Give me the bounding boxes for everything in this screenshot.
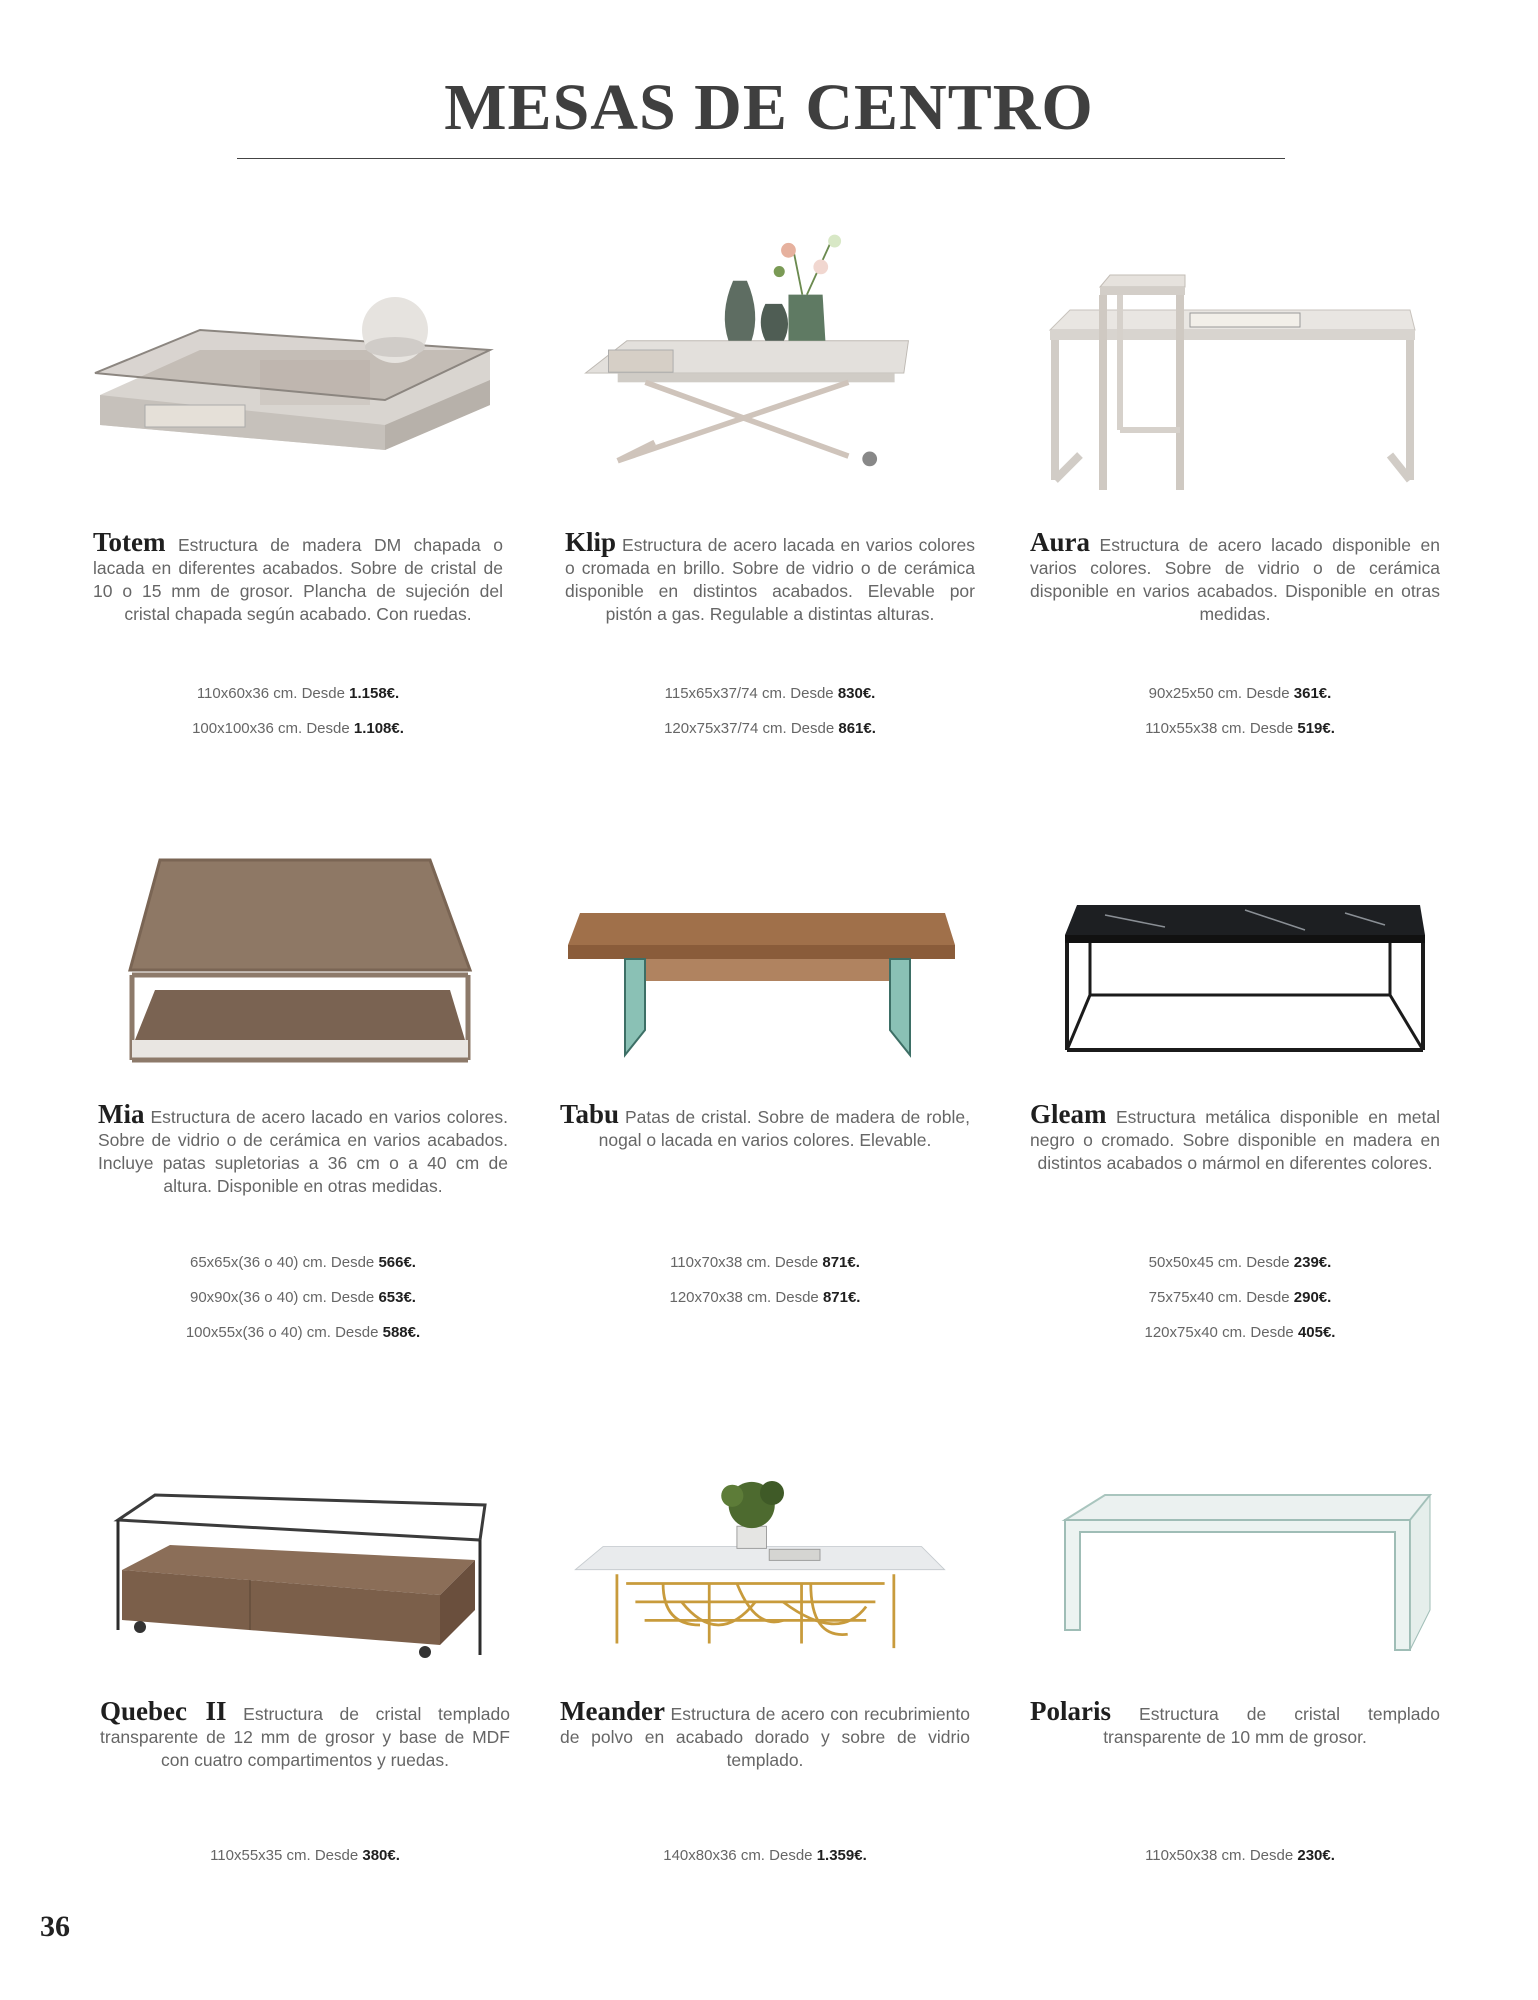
- size-dimensions: 75x75x40 cm. Desde: [1148, 1289, 1290, 1306]
- size-dimensions: 110x70x38 cm. Desde: [670, 1254, 819, 1271]
- size-line: [1035, 1280, 1445, 1315]
- size-line: [100, 1838, 510, 1873]
- size-line: [93, 711, 503, 746]
- size-line: [1035, 1315, 1445, 1350]
- size-line: [565, 676, 975, 711]
- size-dimensions: 115x65x37/74 cm. Desde: [664, 685, 834, 702]
- size-price: 1.158€.: [349, 685, 400, 702]
- klip-sizes: [565, 676, 975, 746]
- size-line: [93, 676, 503, 711]
- size-line: [1035, 1245, 1445, 1280]
- tabu-description: [560, 1099, 970, 1152]
- polaris-image: [1045, 1480, 1455, 1720]
- totem-sizes: [93, 676, 503, 746]
- product-name: Quebec II: [100, 1696, 227, 1726]
- size-price: 380€.: [362, 1847, 400, 1864]
- meander-sizes: [560, 1838, 970, 1873]
- klip-description: [565, 527, 975, 626]
- product-name: Mia: [98, 1099, 145, 1129]
- product-name: Meander: [560, 1696, 665, 1726]
- size-price: 1.108€.: [353, 720, 404, 737]
- size-line: [565, 711, 975, 746]
- size-dimensions: 110x55x38 cm. Desde: [1145, 720, 1294, 737]
- size-price: 566€.: [378, 1254, 416, 1271]
- quebec-image: [100, 1480, 510, 1720]
- product-text: Estructura de acero con recubrimiento de polvo en acabado dorado y sobre de vidrio templado.: [560, 1704, 970, 1770]
- product-text: Estructura de acero lacado en varios colores. Sobre de vidrio o de cerámica en varios acabados. Incluye patas supletorias a 36 cm o a 40 cm de altura. Disponible en otras medidas.: [98, 1107, 508, 1196]
- product-text: Estructura de cristal templado transparente de 10 mm de grosor.: [1103, 1704, 1440, 1747]
- size-dimensions: 50x50x45 cm. Desde: [1148, 1254, 1290, 1271]
- product-text: Estructura de acero lacado disponible en varios colores. Sobre de vidrio o de cerámica disponible en varios acabados. Disponible en otras medidas.: [1030, 535, 1440, 624]
- size-line: [560, 1245, 970, 1280]
- size-dimensions: 140x80x36 cm. Desde: [663, 1847, 813, 1864]
- size-price: 290€.: [1293, 1289, 1332, 1306]
- product-name: Gleam: [1030, 1099, 1107, 1129]
- totem-description: [93, 527, 503, 626]
- size-price: 230€.: [1297, 1847, 1335, 1864]
- quebec-sizes: [100, 1838, 510, 1873]
- size-dimensions: 90x25x50 cm. Desde: [1148, 685, 1290, 702]
- size-price: 1.359€.: [816, 1847, 867, 1864]
- size-dimensions: 100x100x36 cm. Desde: [192, 720, 350, 737]
- size-price: 239€.: [1293, 1254, 1332, 1271]
- gleam-image: [1045, 885, 1455, 1125]
- size-price: 871€.: [822, 1289, 861, 1306]
- tabu-image: [560, 885, 970, 1125]
- product-name: Klip: [565, 527, 617, 557]
- size-price: 588€.: [382, 1324, 421, 1341]
- totem-image: [90, 255, 500, 495]
- product-name: Tabu: [560, 1099, 620, 1129]
- polaris-sizes: [1035, 1838, 1445, 1873]
- size-price: 405€.: [1297, 1324, 1336, 1341]
- size-price: 653€.: [378, 1289, 416, 1306]
- size-line: [98, 1245, 508, 1280]
- product-text: Estructura metálica disponible en metal negro o cromado. Sobre disponible en madera en distintos acabados o mármol en diferentes colores.: [1030, 1107, 1440, 1173]
- mia-description: [98, 1099, 508, 1198]
- page-number: 36: [40, 1910, 70, 1943]
- product-name: Polaris: [1030, 1696, 1111, 1726]
- aura-image: [1040, 265, 1450, 505]
- gleam-sizes: [1035, 1245, 1445, 1350]
- size-dimensions: 110x55x35 cm. Desde: [210, 1847, 359, 1864]
- product-name: Aura: [1030, 527, 1090, 557]
- meander-description: [560, 1696, 970, 1772]
- size-line: [98, 1280, 508, 1315]
- size-price: 361€.: [1293, 685, 1332, 702]
- aura-description: [1030, 527, 1440, 626]
- gleam-description: [1030, 1099, 1440, 1175]
- product-name: Totem: [93, 527, 166, 557]
- size-dimensions: 100x55x(36 o 40) cm. Desde: [185, 1324, 379, 1341]
- size-price: 830€.: [837, 685, 876, 702]
- size-dimensions: 110x60x36 cm. Desde: [196, 685, 345, 702]
- size-dimensions: 120x75x37/74 cm. Desde: [664, 720, 835, 737]
- meander-image: [555, 1445, 965, 1685]
- product-text: Estructura de acero lacada en varios colores o cromada en brillo. Sobre de vidrio o de cerámica disponible en distintos acabados. Elevable por pistón a gas. Regulable a distintas alturas.: [565, 535, 975, 624]
- mia-image: [110, 845, 520, 1085]
- size-dimensions: 110x50x38 cm. Desde: [1145, 1847, 1294, 1864]
- size-dimensions: 120x75x40 cm. Desde: [1144, 1324, 1294, 1341]
- tabu-sizes: [560, 1245, 970, 1315]
- page-title: MESAS DE CENTRO: [444, 71, 1094, 144]
- product-text: Estructura de cristal templado transparente de 12 mm de grosor y base de MDF con cuatro compartimentos y ruedas.: [100, 1704, 510, 1770]
- size-dimensions: 90x90x(36 o 40) cm. Desde: [190, 1289, 375, 1306]
- size-price: 861€.: [838, 720, 876, 737]
- size-line: [98, 1315, 508, 1350]
- mia-sizes: [98, 1245, 508, 1350]
- aura-sizes: [1035, 676, 1445, 746]
- size-line: [1035, 1838, 1445, 1873]
- size-line: [560, 1838, 970, 1873]
- product-text: Patas de cristal. Sobre de madera de roble, nogal o lacada en varios colores. Elevable.: [598, 1107, 970, 1150]
- size-price: 871€.: [822, 1254, 860, 1271]
- size-line: [560, 1280, 970, 1315]
- polaris-description: [1030, 1696, 1440, 1749]
- size-line: [1035, 711, 1445, 746]
- size-price: 519€.: [1297, 720, 1335, 737]
- title-divider: [237, 158, 1285, 159]
- quebec-description: [100, 1696, 510, 1772]
- size-dimensions: 65x65x(36 o 40) cm. Desde: [190, 1254, 375, 1271]
- klip-image: [565, 230, 975, 470]
- product-text: Estructura de madera DM chapada o lacada en diferentes acabados. Sobre de cristal de 10 o 15 mm de grosor. Plancha de sujeción del cristal chapada según acabado. Con ruedas.: [93, 535, 503, 624]
- size-line: [1035, 676, 1445, 711]
- size-dimensions: 120x70x38 cm. Desde: [669, 1289, 819, 1306]
